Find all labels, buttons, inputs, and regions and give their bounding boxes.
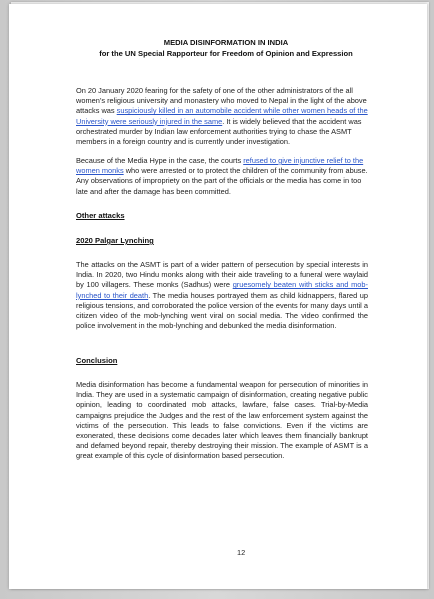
document-page (9, 4, 427, 589)
page-number: 12 (237, 548, 246, 557)
paragraph-accident-text-2: . It is widely believed that the accident was orchestrated murder by Indian law enforcement authorities trying to chase the ASMT members in a foreign country and is currently under investigation. (76, 116, 362, 147)
paragraph-conclusion: Media disinformation has become a fundamental weapon for persecution of minorities in India. They are used in a systematic campaign of disinformation, creating negative public opinion, leading to coordinated mob attacks, lawfare, false cases. Trial-by-Media campaigns prejudice the Judges and the rest of the law enforcement system against the victims of the persecution. This leads to false convictions. Even if the victims are exonerated, these decisions come decades later which leaves them financially bankrupt and defamed beyond repair, thereby destroying their mission. The example of ASMT is a great example of this cycle of disinformation based persecution. (76, 380, 368, 461)
paragraph-accident-text-1: On 20 January 2020 fearing for the safety of one of the other administrators of the all women’s religious university and monastery who moved to Nepal in the light of the above attacks was (76, 86, 367, 116)
heading-palgar-lynching: 2020 Palgar Lynching (76, 236, 154, 245)
paragraph-media-hype-text-1: Because of the Media Hype in the case, the courts (76, 156, 244, 165)
link-injunctive-relief[interactable]: refused to give injunctive relief to the women monks (76, 156, 364, 176)
paragraph-palgar-text-2: . The media houses portrayed them as child kidnappers, flared up religious tensions, and corroborated the police version of the events for many days until a citizen video of the mob-lynching went viral on social media. The video confirmed the police involvement in the mob-lynching and debunked the media disinformation. (76, 290, 369, 331)
paragraph-media-hype (76, 156, 368, 197)
paragraph-accident (76, 86, 368, 147)
title-line-2: for the UN Special Rapporteur for Freedom of Opinion and Expression (99, 48, 353, 58)
heading-conclusion: Conclusion (76, 356, 118, 365)
paragraph-media-hype-text-2: who were arrested or to protect the children of the community from abuse. Any observations of impropriety on the part of the officials or the media has come in too late and after the damage has been committed. (76, 166, 368, 196)
title-line-1: MEDIA DISINFORMATION IN INDIA (163, 38, 289, 47)
paragraph-palgar (76, 260, 368, 331)
document-title (76, 38, 376, 59)
heading-other-attacks: Other attacks (76, 211, 125, 220)
link-mob-lynched[interactable]: gruesomely beaten with sticks and mob-lynched to their death (76, 280, 368, 300)
paragraph-palgar-text-1: The attacks on the ASMT is part of a wider pattern of persecution by special interests in India. In 2020, two Hindu monks along with their aide traveling to a funeral were waylaid by 100 villagers. These monks (Sadhus) were (76, 260, 368, 290)
link-automobile-accident[interactable]: suspiciously killed in an automobile accident while other women heads of the University were seriously injured in the same (76, 106, 368, 126)
